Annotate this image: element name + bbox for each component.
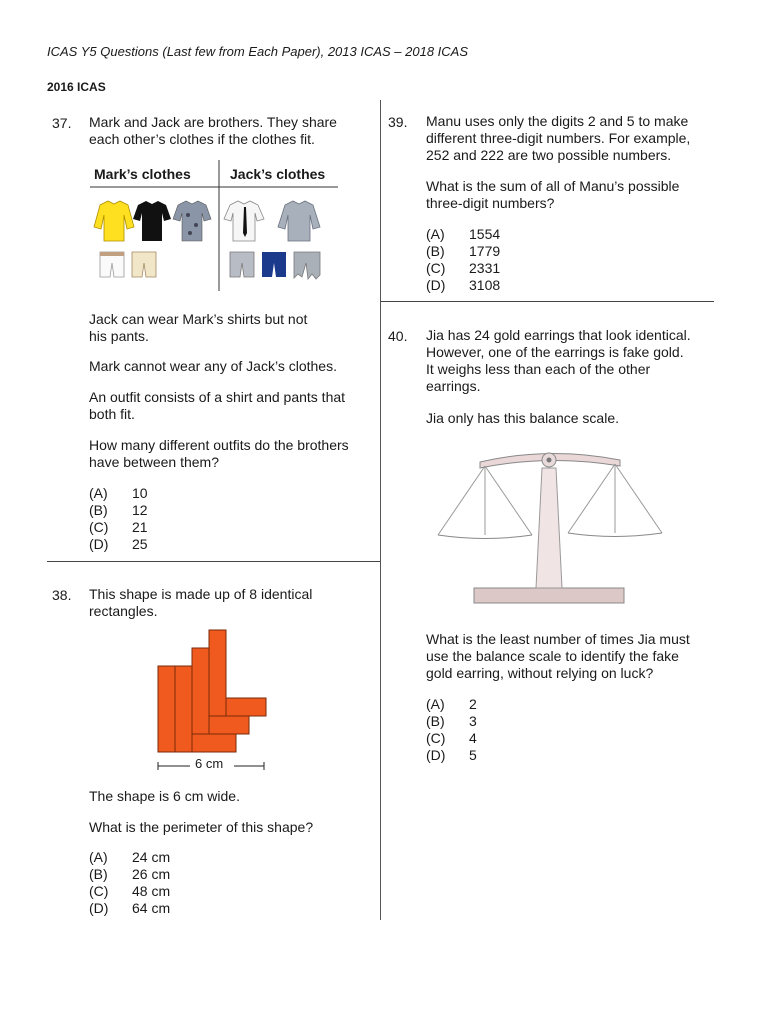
q40-question-line: What is the least number of times Jia must [426, 631, 690, 647]
answer-option[interactable]: (A) 2 [426, 696, 477, 712]
q37-clothes-illustration [80, 155, 380, 295]
q40-question-line: use the balance scale to identify the fake [426, 648, 679, 664]
q37-question [89, 437, 349, 471]
page-header: ICAS Y5 Questions (Last few from Each Paper), 2013 ICAS – 2018 ICAS [47, 44, 469, 59]
black-shirt-icon [133, 201, 171, 241]
column-divider [380, 100, 381, 920]
q39-intro-line: Manu uses only the digits 2 and 5 to make [426, 113, 689, 129]
q37-para [89, 389, 345, 423]
q39-options [426, 226, 500, 294]
right-pan [568, 464, 662, 537]
q40-number: 40. [388, 328, 408, 344]
answer-option[interactable]: (C) 4 [426, 730, 477, 746]
q38-question: What is the perimeter of this shape? [89, 819, 314, 835]
q37-col-mark: Mark’s clothes [94, 166, 191, 182]
shirt-with-tie-icon [224, 201, 264, 241]
year-label: 2016 ICAS [47, 80, 106, 94]
q37-question-line: How many different outfits do the brothers [89, 437, 349, 453]
answer-option[interactable]: (A) 24 cm [89, 849, 171, 865]
q37-para-line: his pants. [89, 328, 149, 344]
answer-option[interactable]: (D) 64 cm [89, 900, 171, 916]
q37-options [89, 485, 148, 553]
patterned-shirt-icon [173, 201, 211, 241]
q38-intro-line: This shape is made up of 8 identical [89, 586, 313, 602]
scale-base [474, 588, 624, 603]
q40-intro-line: Jia has 24 gold earrings that look identical. [426, 327, 691, 343]
q37-para [89, 311, 307, 345]
q37-question-line: have between them? [89, 454, 219, 470]
q38-para: The shape is 6 cm wide. [89, 788, 240, 804]
balance-scale-illustration [430, 440, 670, 610]
q39-intro-line: 252 and 222 are two possible numbers. [426, 147, 672, 163]
q40-intro [426, 327, 691, 395]
q37-para-line: An outfit consists of a shirt and pants that [89, 389, 346, 405]
answer-option[interactable]: (C) 21 [89, 519, 148, 535]
q39-intro [426, 113, 690, 164]
answer-option[interactable]: (C) 48 cm [89, 883, 171, 899]
q37-para-line: Jack can wear Mark’s shirts but not [89, 311, 308, 327]
answer-option[interactable]: (B) 26 cm [89, 866, 171, 882]
answer-option[interactable]: (A) 10 [89, 485, 148, 501]
q37-para-line: both fit. [89, 406, 135, 422]
q38-intro-line: rectangles. [89, 603, 158, 619]
q39-intro-line: different three-digit numbers. For example, [426, 130, 691, 146]
white-shorts-icon [100, 252, 124, 277]
grey-shorts-icon [230, 252, 254, 277]
q39-question-line: What is the sum of all of Manu’s possible [426, 178, 680, 194]
q37-intro [89, 114, 337, 148]
q38-options [89, 849, 170, 917]
q38-dimension-label: 6 cm [195, 756, 224, 771]
q37-col-jack: Jack’s clothes [230, 166, 326, 182]
q40-options [426, 696, 477, 764]
q39-divider [381, 301, 714, 302]
q37-divider [47, 561, 380, 562]
answer-option[interactable]: (D) 5 [426, 747, 477, 763]
answer-option[interactable]: (D) 25 [89, 536, 148, 552]
q38-rectangle-shape [150, 618, 280, 778]
q40-question-line: gold earring, without relying on luck? [426, 665, 654, 681]
q38-number: 38. [52, 587, 72, 603]
q39-question-line: three-digit numbers? [426, 195, 555, 211]
answer-option[interactable]: (B) 1779 [426, 243, 501, 259]
answer-option[interactable]: (B) 3 [426, 713, 477, 729]
tan-shorts-icon [132, 252, 156, 277]
q40-intro-line: earrings. [426, 378, 481, 394]
q37-intro-line: Mark and Jack are brothers. They share [89, 114, 337, 130]
answer-option[interactable]: (B) 12 [89, 502, 148, 518]
q38-intro [89, 586, 312, 620]
q40-intro-line: However, one of the earrings is fake gold. [426, 344, 684, 360]
left-pan [438, 466, 532, 539]
torn-grey-shorts-icon [294, 252, 320, 279]
blue-shorts-icon [262, 252, 286, 277]
q40-question [426, 631, 690, 682]
q39-number: 39. [388, 114, 408, 130]
scale-stand [536, 468, 562, 588]
answer-option[interactable]: (A) 1554 [426, 226, 501, 242]
q40-intro-line: It weighs less than each of the other [426, 361, 651, 377]
answer-option[interactable]: (D) 3108 [426, 277, 501, 293]
q40-para: Jia only has this balance scale. [426, 410, 619, 426]
q37-para: Mark cannot wear any of Jack’s clothes. [89, 358, 337, 374]
grey-shirt-icon [278, 201, 320, 241]
q39-question [426, 178, 679, 212]
q37-intro-line: each other’s clothes if the clothes fit. [89, 131, 315, 147]
answer-option[interactable]: (C) 2331 [426, 260, 501, 276]
yellow-shirt-icon [94, 201, 134, 241]
q37-number: 37. [52, 115, 72, 131]
